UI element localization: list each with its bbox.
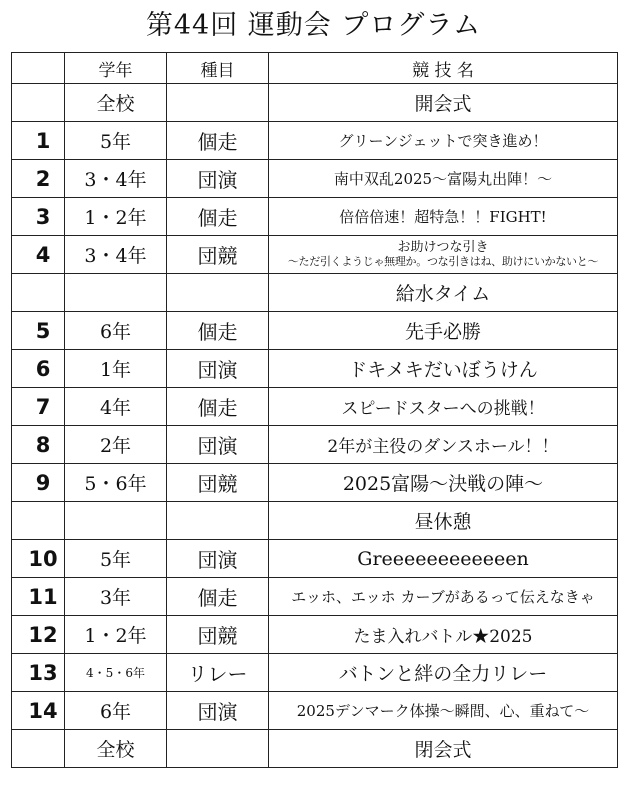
row-name: 閉会式 [269,730,618,768]
table-row [12,388,618,426]
table-row [12,578,618,616]
row-number: 2 [12,160,65,198]
row-grade: 全校 [65,730,167,768]
row-name: 給水タイム [269,274,618,312]
row-name: 開会式 [269,84,618,122]
row-event: 団演 [167,350,269,388]
row-grade: 5年 [65,122,167,160]
row-number [12,84,65,122]
page-title: 第44回 運動会 プログラム [145,10,482,41]
row-name-subtitle: ～ただ引くようじゃ無理か。つな引きはね、助けにいかないと～ [287,255,599,268]
row-name: 昼休憩 [269,502,618,540]
table-row [12,236,618,274]
row-name: グリーンジェットで突き進め！ [269,122,618,160]
row-grade: 6年 [65,312,167,350]
row-name-main: お助けつな引き [397,240,489,255]
row-event: 団競 [167,236,269,274]
row-number: 1 [12,122,65,160]
row-event: 団演 [167,426,269,464]
row-event: 団競 [167,616,269,654]
row-event: 個走 [167,122,269,160]
row-number: 10 [12,540,65,578]
row-number [12,274,65,312]
row-event: 個走 [167,578,269,616]
row-name: たま入れバトル★2025 [269,616,618,654]
table-row [12,198,618,236]
header-event: 種目 [167,53,269,84]
row-number: 11 [12,578,65,616]
row-number: 7 [12,388,65,426]
row-event: 団競 [167,464,269,502]
row-event [167,730,269,768]
row-grade: 3・4年 [65,160,167,198]
header-number [12,53,65,84]
row-event: 個走 [167,388,269,426]
row-number: 12 [12,616,65,654]
row-name: 先手必勝 [269,312,618,350]
program-table [11,52,618,768]
row-grade: 1・2年 [65,616,167,654]
row-name: 2025デンマーク体操～瞬間、心、重ねて～ [269,692,618,730]
row-event [167,274,269,312]
row-event: 個走 [167,312,269,350]
table-row [12,654,618,692]
row-number: 6 [12,350,65,388]
table-row [12,274,618,312]
row-name: Greeeeeeeeeeeen [269,540,618,578]
table-row [12,692,618,730]
row-event [167,502,269,540]
row-number: 13 [12,654,65,692]
table-row [12,84,618,122]
table-row [12,426,618,464]
row-name: エッホ、エッホ カーブがあるって伝えなきゃ [269,578,618,616]
table-row [12,464,618,502]
row-grade: 3年 [65,578,167,616]
row-event: リレー [167,654,269,692]
row-event: 団演 [167,692,269,730]
row-event: 個走 [167,198,269,236]
row-name: 南中双乱2025～富陽丸出陣！～ [269,160,618,198]
table-row [12,350,618,388]
row-name: ドキメキだいぼうけん [269,350,618,388]
row-event: 団演 [167,160,269,198]
row-grade: 1・2年 [65,198,167,236]
header-name: 競 技 名 [269,53,618,84]
row-number: 9 [12,464,65,502]
table-row [12,616,618,654]
row-name: 倍倍倍速！超特急！！FIGHT! [269,198,618,236]
row-name: スピードスターへの挑戦！ [269,388,618,426]
row-grade: 2年 [65,426,167,464]
row-number [12,502,65,540]
row-grade: 全校 [65,84,167,122]
row-number: 3 [12,198,65,236]
row-number [12,730,65,768]
row-grade: 3・4年 [65,236,167,274]
table-row [12,502,618,540]
row-grade: 1年 [65,350,167,388]
table-row [12,122,618,160]
table-row [12,540,618,578]
table-row [12,312,618,350]
row-name [269,236,618,274]
row-name: バトンと絆の全力リレー [269,654,618,692]
row-number: 14 [12,692,65,730]
row-grade: 5・6年 [65,464,167,502]
row-grade [65,274,167,312]
table-row [12,730,618,768]
row-event: 団演 [167,540,269,578]
header-grade: 学年 [65,53,167,84]
row-name: 2年が主役のダンスホール！！ [269,426,618,464]
row-event [167,84,269,122]
row-grade: 4年 [65,388,167,426]
row-number: 8 [12,426,65,464]
row-number: 5 [12,312,65,350]
header-row [12,53,618,84]
row-grade [65,502,167,540]
row-grade: 4・5・6年 [65,654,167,692]
row-number: 4 [12,236,65,274]
row-name: 2025富陽～決戦の陣～ [269,464,618,502]
row-grade: 5年 [65,540,167,578]
row-grade: 6年 [65,692,167,730]
table-row [12,160,618,198]
